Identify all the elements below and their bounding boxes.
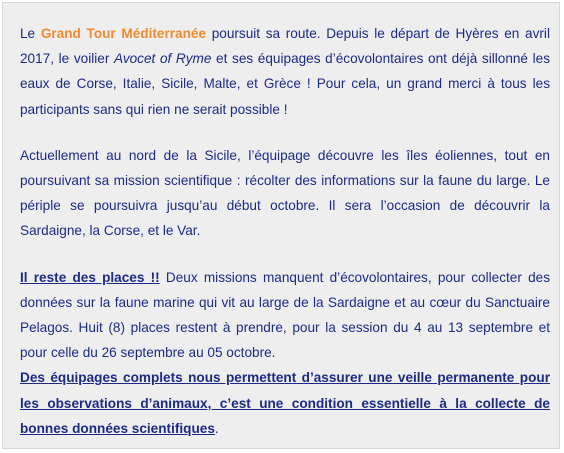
boat-name: Avocet of Ryme (114, 51, 212, 67)
article-body (20, 21, 550, 441)
closing-period: . (214, 420, 219, 436)
paragraph-intro (20, 21, 550, 122)
location-text: Actuellement au nord de la Sicile, l’équipage découvre les îles éoliennes, tout en poursuivant sa mission scientifique : récolter des informations sur la faune du large. Le périple se poursuivra jusqu’au début octobre. Il sera l’occasion de découvrir la Sardaigne, la Corse, et le Var. (20, 147, 550, 239)
paragraph-places (20, 265, 550, 441)
places-left-link[interactable]: Il reste des places !! (20, 269, 160, 285)
places-text: Deux missions manquent d’écovolontaires, pour collecter des données sur la faune marine qui vit au large de la Sardaigne et au cœur du Sanctuaire Pelagos. Huit (8) places restent à prendre, pour la session du 4 au 13 septembre et pour celle du 26 septembre au 05 octobre. (20, 269, 550, 361)
article-panel (2, 2, 560, 449)
full-crews-emphasis[interactable]: Des équipages complets nous permettent d’assurer une veille permanente pour les observations d’animaux, c’est une condition essentielle à la collecte de bonnes données scientifiques (20, 370, 550, 436)
paragraph-current-location (20, 143, 550, 244)
grand-tour-highlight: Grand Tour Méditerranée (40, 26, 207, 41)
intro-prefix: Le (20, 26, 41, 41)
intro-rest: et ses équipages d’écovolontaires ont déjà sillonné les eaux de Corse, Italie, Sicile, Malte, et Grèce ! Pour cela, un grand merci à tous les participants sans qui rien ne serait possible ! (20, 51, 551, 117)
intro-text: poursuit sa route. Depuis le départ de Hyères en avril 2017, le voilier (20, 26, 550, 67)
